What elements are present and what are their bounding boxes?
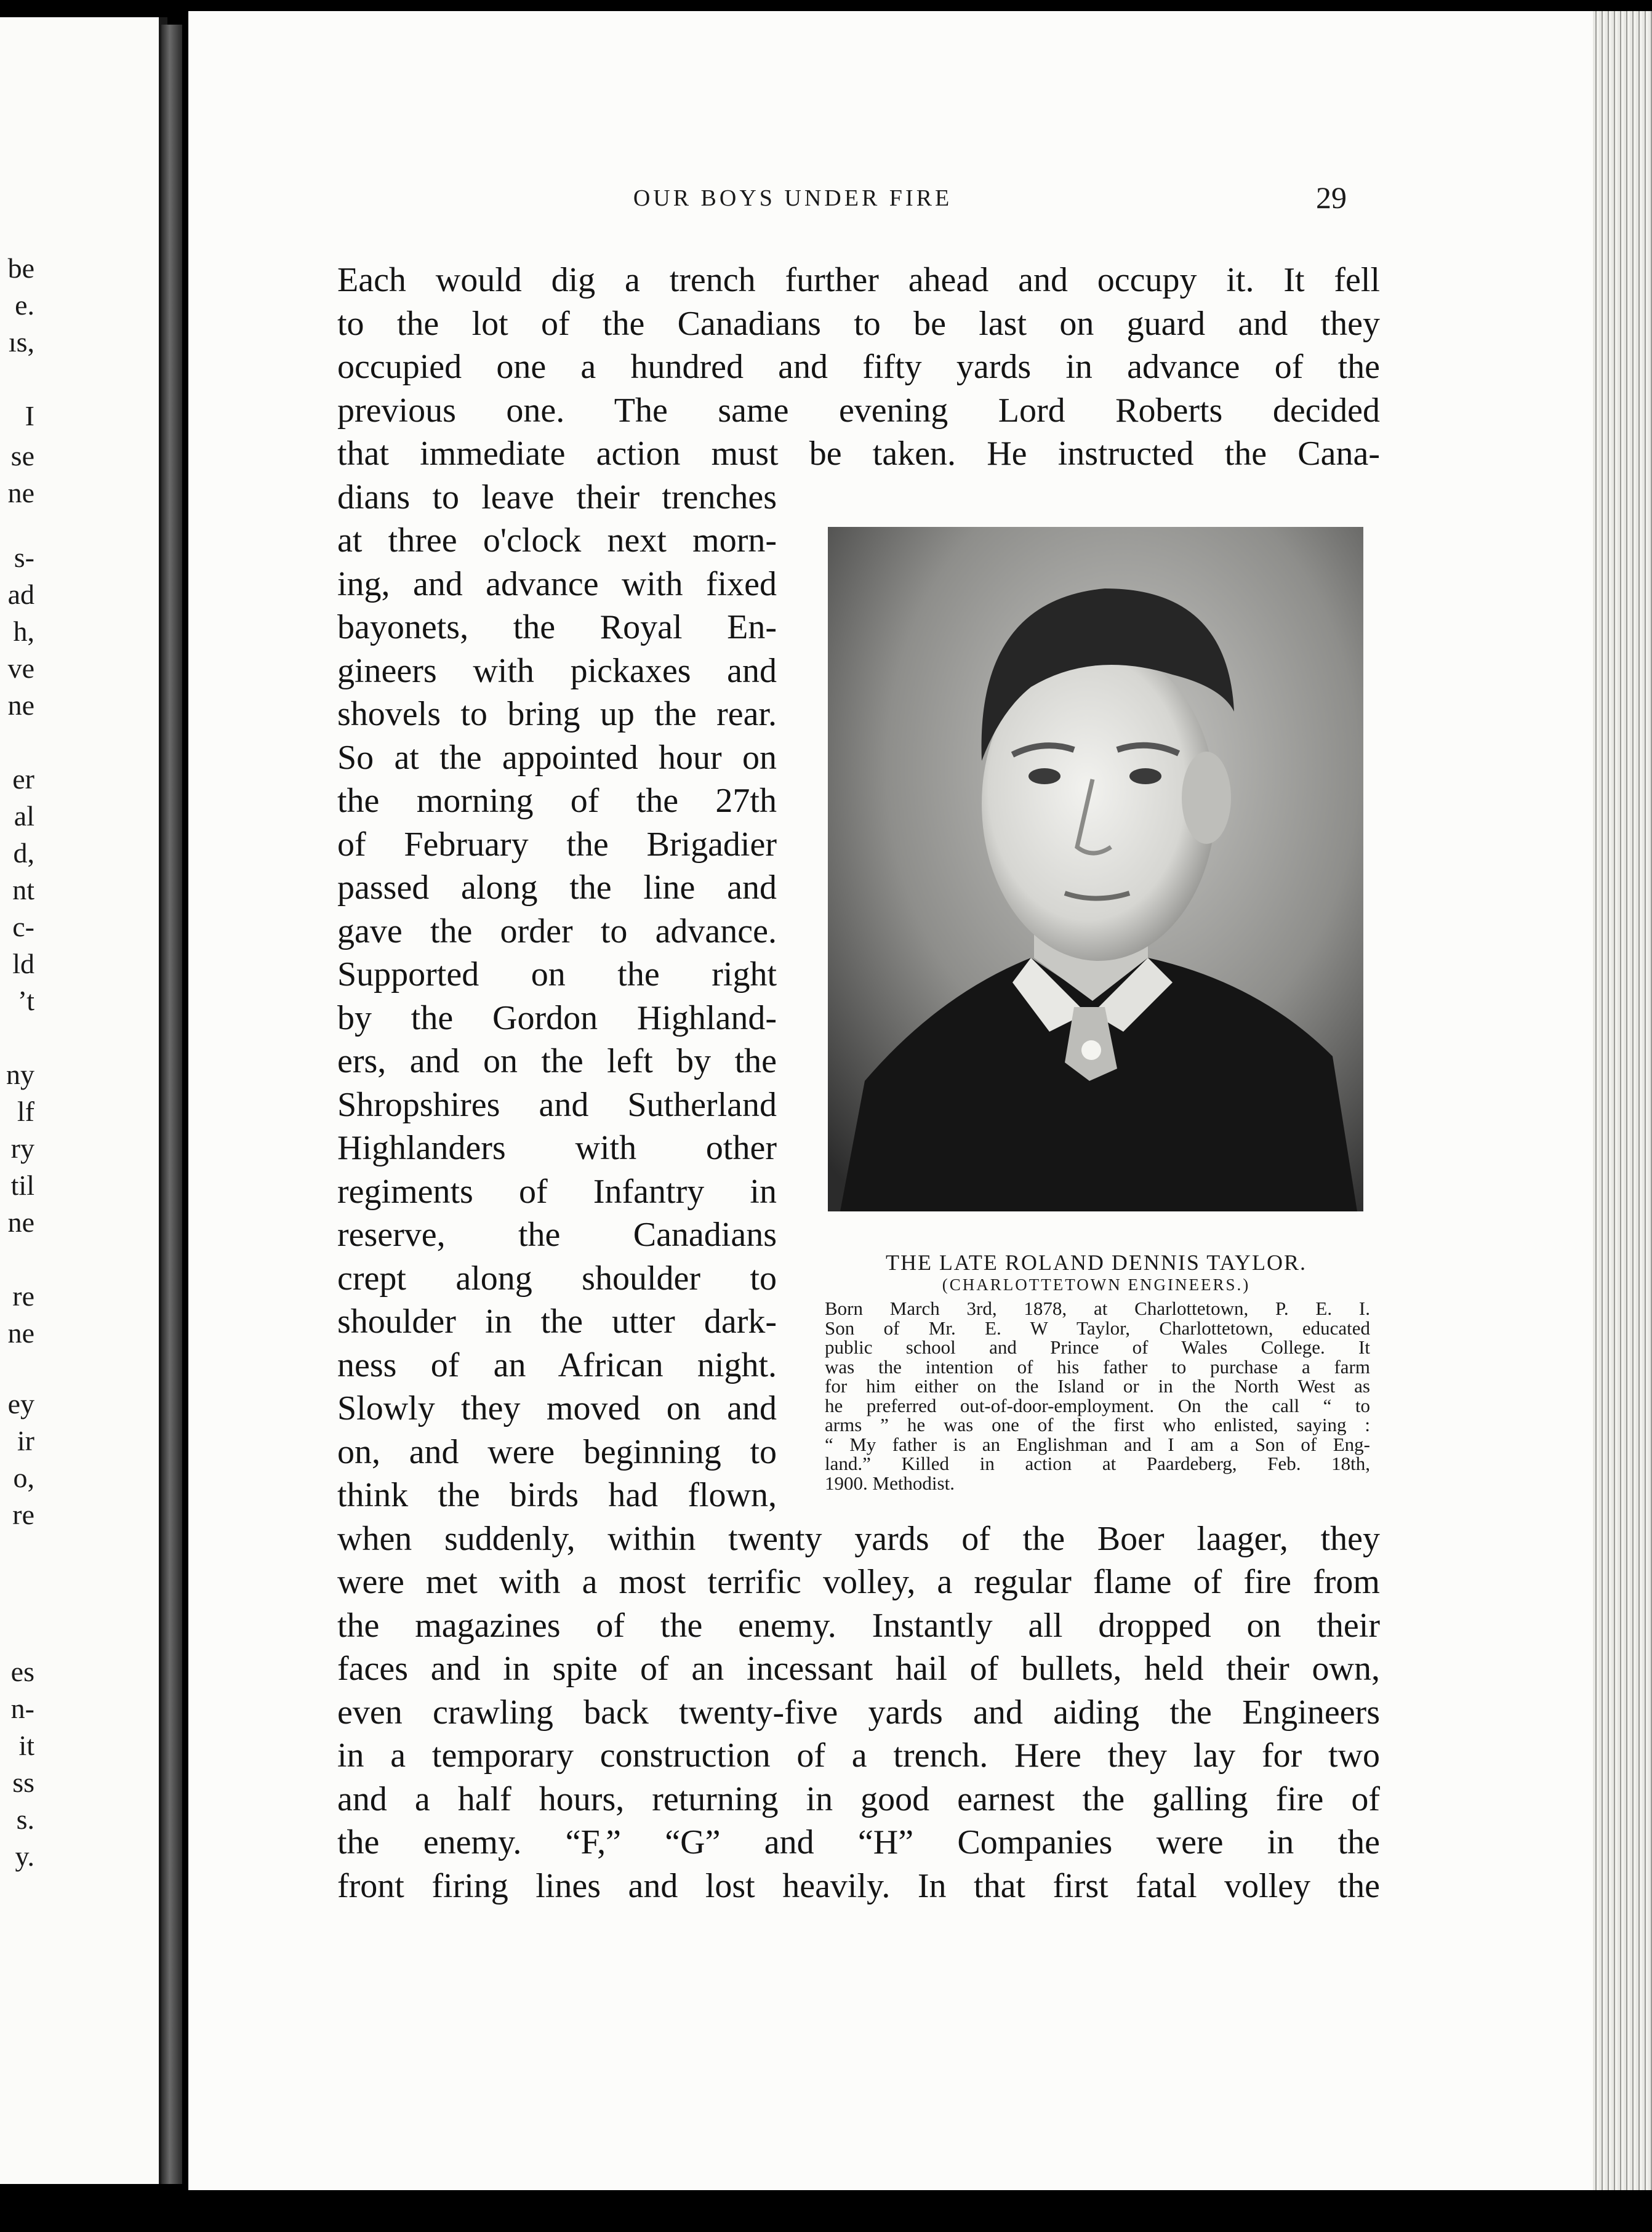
body-line: previous one. The same evening Lord Roberts decided	[337, 391, 1380, 430]
body-line: the enemy. “F,” “G” and “H” Companies were in the	[337, 1823, 1380, 1861]
body-line: on, and were beginning to	[337, 1432, 777, 1471]
body-line: regiments of Infantry in	[337, 1172, 777, 1211]
body-line: ers, and on the left by the	[337, 1042, 777, 1080]
body-line: reserve, the Canadians	[337, 1216, 777, 1254]
facing-page-fragment: ir	[17, 1425, 34, 1456]
facing-page-fragment: er	[12, 763, 34, 795]
portrait-photo	[828, 527, 1363, 1211]
page-edges	[1593, 11, 1652, 2190]
caption-line: 1900. Methodist.	[825, 1472, 955, 1494]
body-line: Shropshires and Sutherland	[337, 1085, 777, 1124]
portrait-image	[828, 527, 1363, 1211]
facing-page-fragment: nt	[12, 874, 34, 905]
facing-page-fragment: I	[25, 400, 34, 432]
body-line: shovels to bring up the rear.	[337, 695, 777, 733]
caption-line: for him either on the Island or in the North West as	[825, 1375, 1370, 1397]
facing-page-fragment: ne	[7, 1206, 34, 1238]
body-line: faces and in spite of an incessant hail of bullets, held their own,	[337, 1650, 1380, 1688]
facing-page-fragment: ne	[7, 477, 34, 508]
caption-line: public school and Prince of Wales College. It	[825, 1336, 1370, 1358]
body-line: passed along the line and	[337, 869, 777, 907]
facing-page-fragment: s.	[16, 1804, 34, 1835]
page-number: 29	[1316, 180, 1347, 215]
body-line: front firing lines and lost heavily. In that first fatal volley the	[337, 1866, 1380, 1905]
body-line: even crawling back twenty-five yards and aiding the Engineers	[337, 1693, 1380, 1732]
body-line: bayonets, the Royal En-	[337, 608, 777, 646]
facing-page-fragment: it	[18, 1730, 34, 1761]
facing-page-fragment: ss	[12, 1767, 34, 1798]
body-line: So at the appointed hour on	[337, 738, 777, 777]
facing-page-fragment: ıs,	[8, 326, 34, 358]
facing-page-fragment: re	[12, 1499, 34, 1530]
book-gutter	[161, 25, 182, 2184]
body-line: gave the order to advance.	[337, 912, 777, 950]
body-line: Highlanders with other	[337, 1129, 777, 1167]
caption-subtitle: (CHARLOTTETOWN ENGINEERS.)	[942, 1275, 1251, 1294]
body-line: that immediate action must be taken. He instructed the Cana-	[337, 435, 1380, 473]
facing-page-fragment: ny	[6, 1059, 34, 1090]
body-line: occupied one a hundred and fifty yards in advance of the	[337, 348, 1380, 386]
caption-line: he preferred out-of-door-employment. On the call “ to	[825, 1394, 1370, 1416]
facing-page-fragment: s-	[14, 542, 34, 573]
caption-title: THE LATE ROLAND DENNIS TAYLOR.	[885, 1250, 1307, 1275]
caption-line: “ My father is an Englishman and I am a Son of Eng-	[825, 1433, 1370, 1455]
facing-page-fragment: re	[12, 1280, 34, 1312]
facing-page-fragment: e.	[15, 289, 34, 321]
page-edge-mark	[1641, 1305, 1652, 1360]
body-line: dians to leave their trenches	[337, 478, 777, 516]
facing-page-fragment: ad	[7, 579, 34, 610]
body-line: gineers with pickaxes and	[337, 651, 777, 690]
facing-page-fragment: d,	[13, 837, 34, 869]
caption-line: Born March 3rd, 1878, at Charlottetown, P. E. I.	[825, 1298, 1370, 1319]
body-line: by the Gordon Highland-	[337, 998, 777, 1037]
facing-page-fragment: ’t	[17, 985, 34, 1016]
body-line: ing, and advance with fixed	[337, 564, 777, 603]
facing-page-fragment: c-	[12, 911, 34, 942]
facing-page-fragment: se	[10, 440, 34, 472]
body-line: at three o'clock next morn-	[337, 521, 777, 560]
body-line: the morning of the 27th	[337, 782, 777, 820]
body-line: Each would dig a trench further ahead and occupy it. It fell	[337, 261, 1380, 299]
body-line: when suddenly, within twenty yards of the Boer laager, they	[337, 1519, 1380, 1558]
body-line: in a temporary construction of a trench. Here they lay for two	[337, 1736, 1380, 1775]
facing-page-fragment: n-	[10, 1693, 34, 1724]
body-line: Supported on the right	[337, 955, 777, 994]
facing-page-fragment: es	[10, 1656, 34, 1687]
facing-page-fragment: ry	[10, 1133, 34, 1164]
caption-line: land.” Killed in action at Paardeberg, Feb. 18th,	[825, 1453, 1370, 1474]
facing-page-fragment: be	[7, 252, 34, 284]
body-line: crept along shoulder to	[337, 1259, 777, 1298]
body-line: the magazines of the enemy. Instantly all dropped on their	[337, 1606, 1380, 1645]
facing-page-fragment: h,	[13, 616, 34, 647]
facing-page-fragment: ld	[12, 948, 34, 979]
body-line: of February the Brigadier	[337, 825, 777, 864]
body-line: Slowly they moved on and	[337, 1389, 777, 1427]
caption-line: Son of Mr. E. W Taylor, Charlottetown, educated	[825, 1317, 1370, 1339]
body-line: shoulder in the utter dark-	[337, 1303, 777, 1341]
facing-page-fragment: al	[14, 800, 34, 832]
facing-page-fragment: ey	[7, 1388, 34, 1419]
body-line: ness of an African night.	[337, 1346, 777, 1384]
running-head: OUR BOYS UNDER FIRE	[633, 185, 953, 211]
body-line: and a half hours, returning in good earnest the galling fire of	[337, 1780, 1380, 1818]
facing-page-fragment: til	[10, 1170, 34, 1201]
body-line: to the lot of the Canadians to be last on guard and they	[337, 304, 1380, 343]
body-line: think the birds had flown,	[337, 1476, 777, 1514]
caption-line: was the intention of his father to purchase a farm	[825, 1355, 1370, 1378]
facing-page-fragment: ne	[7, 1317, 34, 1349]
facing-page-left	[0, 17, 167, 2184]
facing-page-fragment: o,	[13, 1462, 34, 1493]
facing-page-fragment: lf	[17, 1096, 34, 1127]
facing-page-fragment: y.	[15, 1841, 34, 1872]
caption-line: arms ” he was one of the first who enlisted, saying :	[825, 1414, 1370, 1435]
facing-page-fragment: ve	[7, 652, 34, 684]
body-line: were met with a most terrific volley, a regular flame of fire from	[337, 1563, 1380, 1601]
facing-page-fragment: ne	[7, 689, 34, 721]
